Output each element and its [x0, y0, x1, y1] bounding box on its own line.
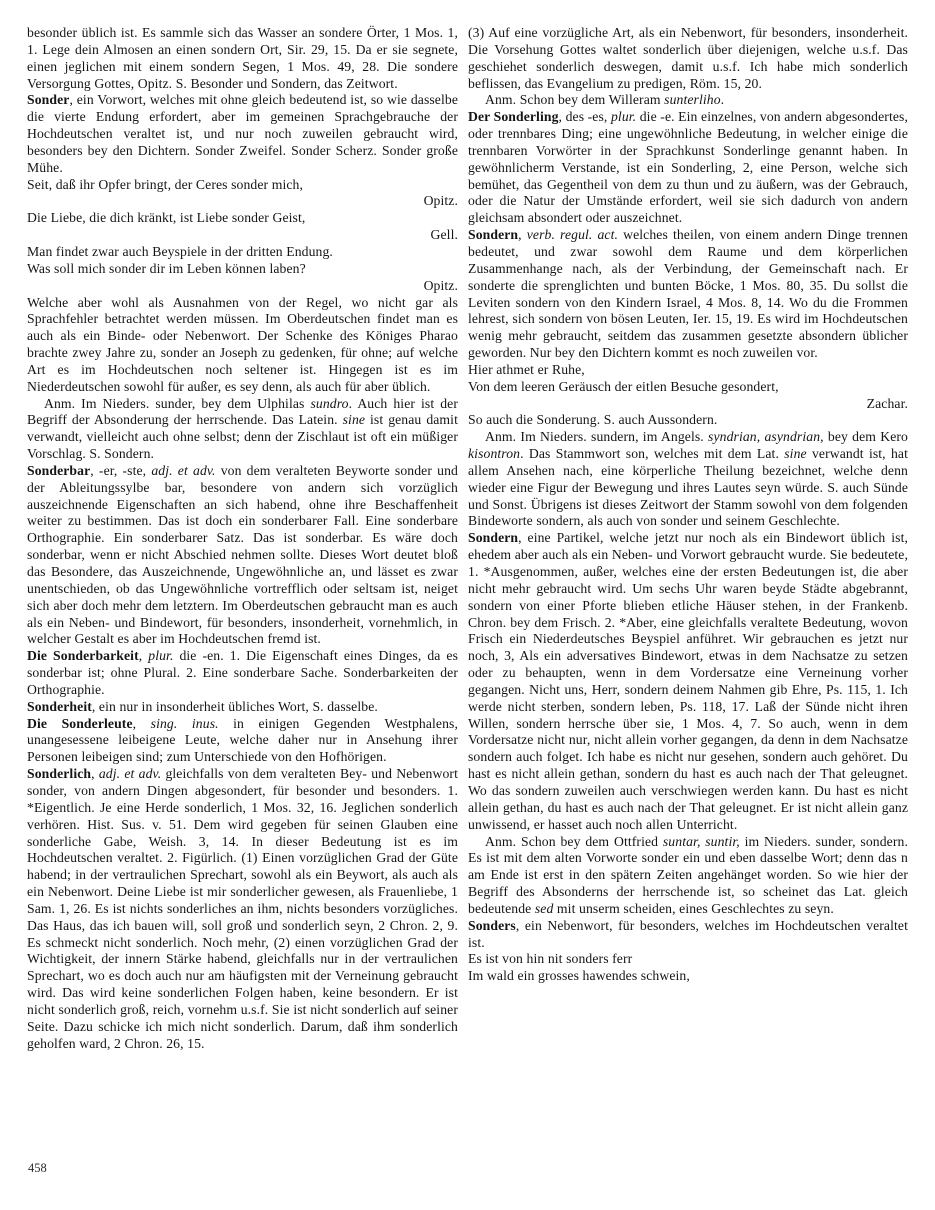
- text-run: sundro: [310, 395, 349, 411]
- text-run: Von dem leeren Geräusch der eitlen Besuche gesondert,: [468, 378, 779, 394]
- verse-line: [468, 379, 908, 396]
- text-run: plur.: [148, 648, 174, 664]
- text-run: Opitz.: [423, 193, 458, 209]
- text-run: (3) Auf eine vorzügliche Art, als ein Nebenwort, für besonders, insonderheit. Die Vorsehung Gottes waltet sonderlich über diejenigen, welche u.s.f. Das geschiehet sonderlich deswegen, damit u.s.f. Ich habe mich sonderlich beflissen, das Evangelium zu predigen, Röm. 15, 20.: [468, 25, 908, 91]
- text-run: , eine Partikel, welche jetzt nur noch als ein Bindewort üblich ist, ehedem aber auch als ein Neben- und Vorwort gebraucht wurde. Sie bedeutete, 1. *Ausgenommen, außer, welches eine der ersten Bedeutungen ist, die aber nicht mehr gebraucht wird. Um sechs Uhr waren beyde Städte abgebrannt, sondern von einer Pforte blieben etliche Häuser stehen, in der Frankenb. Chron. bey dem Frisch. 2. *Aber, eine gleichfalls veraltete Bedeutung, wovon Frisch ein Niederdeutsches Beyspiel anführet. Wir gebrauchen es jetzt nur noch, 3, Als ein adversatives Bindewort, etwas in dem Nachsatze zu setzen oder zu behaupten, wenn in dem Vordersatze eine Verneinung vorher gegangen. Nicht uns, Herr, sondern deinem Nahmen gib Ehre, Ps. 115, 1. Ich werde nicht sterben, sondern leben, Ps. 118, 17. Laß der Sünde nicht ihren Willen, sondern herrsche über sie, 1 Mos. 4, 7. So auch, wenn in dem Vordersatze nicht nur, nicht allein vorher gegangen, da denn in dem Nachsatze sondern auch folget. Ich habe es nicht nur gesehen, sondern auch gehöret. Du hast es nicht allein gethan, sondern du hast es auch nach der That geleugnet. Wo das sondern zuweilen auch verschwiegen werden kann. Du hast es nicht allein gethan, du hast es auch nach der That geleugnet. Er ist nicht allein ganz unwissend, er hasset auch noch allen Unterricht.: [468, 530, 908, 832]
- text-run: adj. et adv.: [151, 462, 216, 478]
- text-run: ,: [91, 766, 99, 782]
- entry-sonderbar: [27, 463, 458, 648]
- entry-sonder: [27, 92, 458, 176]
- paragraph: [27, 244, 458, 261]
- text-run: Welche aber wohl als Ausnahmen von der Regel, wo nicht gar als Sprachfehler betrachtet werden müssen. Im Oberdeutschen findet man es auch als ein Binde- oder Nebenwort. Der Schenke des Königes Pharao brachte zwey Jahre zu, sonder an Joseph zu gedenken, für ohne; auf welche Art es im Hochdeutschen noch seltener ist. Hingegen ist es im Niederdeutschen sowohl für außer, es sey denn, als auch für aber üblich.: [27, 294, 458, 394]
- text-run: Sonderlich: [27, 766, 92, 782]
- text-run: Im wald ein grosses hawendes schwein,: [468, 968, 690, 984]
- text-run: Sonderheit: [27, 698, 92, 714]
- paragraph-continuation: [27, 25, 458, 92]
- text-run: besonder üblich ist. Es sammle sich das Wasser an sondere Örter, 1 Mos. 1, 1. Lege dein Almosen an einen sondern Ort, Sir. 29, 15. Da er sie segnete, einen jeglichen mit einem sondern Segen, 1 Mos. 49, 28. Die sondere Versorgung Gottes, Opitz. S. Besonder und Sondern, das Zeitwort.: [27, 25, 458, 91]
- verse-attribution: [27, 227, 458, 244]
- text-run: ,: [138, 648, 149, 664]
- paragraph: [468, 412, 908, 429]
- paragraph: [27, 295, 458, 396]
- text-run: Gell.: [430, 227, 458, 243]
- text-run: ist genau damit verwandt, vielleicht auch ohne selbst; denn der Zischlaut ist oft ein müßiger Vorschlag. S. Sondern.: [27, 412, 458, 462]
- text-run: Seit, daß ihr Opfer bringt, der Ceres sonder mich,: [27, 176, 304, 192]
- text-run: in einigen Gegenden Westphalens, unangesessene leibeigene Leute, welche daher nur in Ansehung ihrer Personen leibeigen sind; zum Unterschiede von den Hofhörigen.: [27, 715, 458, 765]
- text-run: , des -es,: [558, 109, 611, 125]
- text-run: im Nieders. sunder, sondern. Es ist mit dem alten Vorworte sonder ein und eben dasselbe Wort; denn das n am Ende ist erst in den spätern Zeiten angehänget worden. So wie hier der Begriff des Absonderns der herrschende ist, so scheinet das Lat. gleich bedeutende: [468, 833, 908, 916]
- text-run: gleichfalls von dem veralteten Bey- und Nebenwort sonder, von andern Dingen abgesondert, für besonder und besonders. 1. *Eigentlich. Je eine Herde sonderlich, 1 Mos. 32, 16. Jeglichen sonderlich verhören. Hist. Sus. v. 51. Dem wird gegeben für seinen Glauben eine sonderliche Gabe, Weish. 3, 14. In dieser Bedeutung ist es im Hochdeutschen veraltet. 2. Figürlich. (1) Einen vorzüglichen Grad der Güte habend; in der vertraulichen Sprechart, sowohl als ein Beywort, als auch als ein Nebenwort. Deine Liebe ist mir sonderlicher gewesen, als Frauenliebe, 1 Sam. 1, 26. Es ist nichts sonderliches an ihm, nichts besonders vorzügliches. Das Haus, das ich bauen will, soll groß und sonderlich seyn, 2 Chron. 2, 9. Es schmeckt nicht sonderlich. Noch mehr, (2) einen vorzüglichen Grad der Wichtigkeit, der innern Stärke habend, gleichfalls nur in der vertraulichen Sprechart, wo es doch auch nur am häufigsten mit der Verneinung gebraucht wird. Das wird keine sonderlichen Folgen haben, keine besondern. Er ist nicht sonderlich groß, reich, vornehm u.s.f. Sie ist nicht sonderlich auf seiner Seite. Dazu schicke ich mich nicht sonderlich. Darum, daß ihm sonderlich geholfen ward, 2 Chron. 26, 15.: [27, 766, 458, 1051]
- text-run: Die Sonderbarkeit: [27, 648, 139, 664]
- text-run: die -e. Ein einzelnes, von andern abgesondertes, oder trennbares Ding; eine ungewöhnliche Bedeutung, in welcher einige die trennbaren Vorwörter in der Sprachkunst Sonderlinge genannt haben. In gewöhnlicherm Verstande, ist ein Sonderling, 2, eine Person, welche sich bemühet, das Gegentheil von dem zu thun und zu äußern, was der Gebrauch, oder die Natur der Umstände erfordert, weil sie sich dadurch von andern gleichsam absondert oder auszeichnet.: [468, 109, 908, 226]
- text-run: Opitz.: [423, 277, 458, 293]
- text-run: . Auch hier ist der Begriff der Absonderung der herrschende. Das Latein.: [27, 395, 459, 428]
- text-run: Sondern: [468, 530, 519, 546]
- page-number: 458: [28, 1161, 47, 1175]
- entry-sonderbarkeit: [27, 648, 458, 699]
- text-run: kisontron: [468, 446, 521, 462]
- text-run: sing. inus.: [150, 715, 219, 731]
- text-run: , ein Vorwort, welches mit ohne gleich bedeutend ist, so wie dasselbe die vierte Endung erfordert, aber im gemeinen Sprachgebrauche der Hochdeutschen veraltet ist, und nur noch zuweilen gebraucht wird, besonders bey den Dichtern. Sonder Zweifel. Sonder Scherz. Sonder große Mühe.: [27, 92, 458, 175]
- text-run: Sonder: [27, 92, 70, 108]
- text-run: Es ist von hin nit sonders ferr: [468, 951, 633, 967]
- text-run: Zachar.: [866, 395, 908, 411]
- verse-line: [468, 362, 908, 379]
- entry-sonderleute: [27, 716, 458, 767]
- text-run: Sondern: [468, 227, 519, 243]
- text-run: suntar, suntir,: [662, 833, 740, 849]
- text-run: Anm. Schon bey dem Ottfried: [485, 833, 663, 849]
- text-run: sine: [342, 412, 366, 428]
- text-run: von dem veralteten Beyworte sonder und der Ableitungssylbe bar, besondere von andern sich vorzüglich auszeichnende Eigenschaften an sich habend, ohne ihre Beschaffenheit weiter zu bestimmen. Das ist doch ein sonderbarer Fall. Eine sonderbare Orthographie. Ein sonderbarer Satz. Das ist sonderbar. Es wäre doch sonderbar, wenn er nicht Abschied nehmen sollte. Dieses Wort deutet bloß das Besondere, das Auszeichnende, Ungewöhnliche an, und lässet es zwar unentschieden, ob das Ungewöhnliche vortrefflich oder seltsam ist, neiget sich aber doch mehr dem letztern. Im Oberdeutschen gebraucht man es auch als ein Neben- und Bindewort, für besonders, insonderheit, vornehmlich, in welcher Gestalt es aber im Hochdeutschen fremd ist.: [27, 462, 458, 647]
- text-run: So auch die Sonderung. S. auch Aussondern.: [468, 412, 718, 428]
- paragraph-anmerkung: [468, 429, 908, 530]
- text-run: . Das Stammwort son, welches mit dem Lat.: [520, 446, 785, 462]
- verse-line: [27, 210, 458, 227]
- text-run: Der Sonderling: [468, 109, 559, 125]
- text-run: verwandt ist, hat allem Ansehen nach, eine körperliche Theilung bezeichnet, welche denn wieder eine Figur der Bewegung und ihres Lautes seyn würde. S. auch Sünde und Sonst. Übrigens ist dieses Zeitwort der Stamm sowohl von dem folgenden Bindeworte sondern, als auch von sonder und seinem Geschlechte.: [468, 446, 908, 529]
- paragraph-anmerkung: [468, 834, 908, 918]
- entry-sonderheit: [27, 699, 458, 716]
- left-column: [27, 25, 458, 1052]
- entry-sonderling: [468, 109, 908, 227]
- text-run: Sonderbar: [27, 462, 91, 478]
- paragraph-anmerkung: [27, 396, 458, 463]
- verse-attribution: [468, 396, 908, 413]
- right-column: [468, 25, 908, 985]
- verse-line: [468, 968, 908, 985]
- text-run: Man findet zwar auch Beyspiele in der dritten Endung.: [27, 243, 333, 259]
- text-run: Hier athmet er Ruhe,: [468, 361, 585, 377]
- text-run: plur.: [610, 109, 637, 125]
- verse-line: [468, 951, 908, 968]
- text-run: die -en. 1. Die Eigenschaft eines Dinges, da es sonderbar ist; ohne Plural. 2. Eine sonderbare Sache. Sonderbarkeiten der Orthographie.: [27, 648, 459, 697]
- text-run: , bey dem Kero: [820, 429, 908, 445]
- text-run: ,: [132, 715, 151, 731]
- text-run: adj. et adv.: [98, 766, 162, 782]
- text-run: Anm. Im Nieders. sundern, im Angels.: [485, 429, 709, 445]
- text-run: mit unserm scheiden, eines Geschlechtes zu seyn.: [553, 900, 834, 916]
- text-run: .: [720, 92, 725, 108]
- text-run: verb. regul. act.: [526, 227, 619, 243]
- text-run: ,: [518, 227, 527, 243]
- text-run: , ein Nebenwort, für besonders, welches im Hochdeutschen veraltet ist.: [468, 917, 908, 950]
- text-run: Die Liebe, die dich kränkt, ist Liebe sonder Geist,: [27, 210, 306, 226]
- entry-sondern-verb: [468, 227, 908, 362]
- text-run: syndrian, asyndrian: [708, 429, 821, 445]
- text-run: Sonders: [468, 917, 516, 933]
- text-run: Was soll mich sonder dir im Leben können laben?: [27, 260, 306, 276]
- entry-sonderlich: [27, 766, 458, 1052]
- text-run: sed: [534, 900, 554, 916]
- paragraph-continuation: [468, 25, 908, 92]
- text-run: Anm. Im Nieders. sunder, bey dem Ulphilas: [44, 395, 311, 411]
- verse-attribution: [27, 278, 458, 295]
- paragraph-anmerkung: [468, 92, 908, 109]
- text-run: Die Sonderleute: [27, 715, 133, 731]
- entry-sonders: [468, 918, 908, 952]
- verse-line: [27, 261, 458, 278]
- text-run: welches theilen, von einem andern Dinge trennen bedeutet, und zwar sowohl dem Raume und dem körperlichen Zusammenhange nach, als der Verbindung, der Gemeinschaft nach. Er sonderte die sprenglichten und bunten Böcke, 1 Mos. 80, 35. Du sollst die Leviten sondern von den Kindern Israel, 4 Mos. 8, 14. Wo du die Frommen lehrest, sich sondern von bösen Leuten, Ier. 15, 19. Es wird im Hochdeutschen wenig mehr gebraucht, seitdem das zusammen gesetzte absondern üblicher geworden. Nur bey den Dichtern kommt es noch zuweilen vor.: [468, 227, 908, 361]
- verse-attribution: [27, 193, 458, 210]
- text-run: , ein nur in insonderheit übliches Wort, S. dasselbe.: [91, 698, 378, 714]
- text-run: Anm. Schon bey dem Willeram: [485, 92, 665, 108]
- verse-line: [27, 177, 458, 194]
- text-run: sine: [784, 446, 807, 462]
- text-run: , -er, -ste,: [90, 462, 152, 478]
- text-run: sunterliho: [664, 92, 721, 108]
- entry-sondern-partikel: [468, 530, 908, 833]
